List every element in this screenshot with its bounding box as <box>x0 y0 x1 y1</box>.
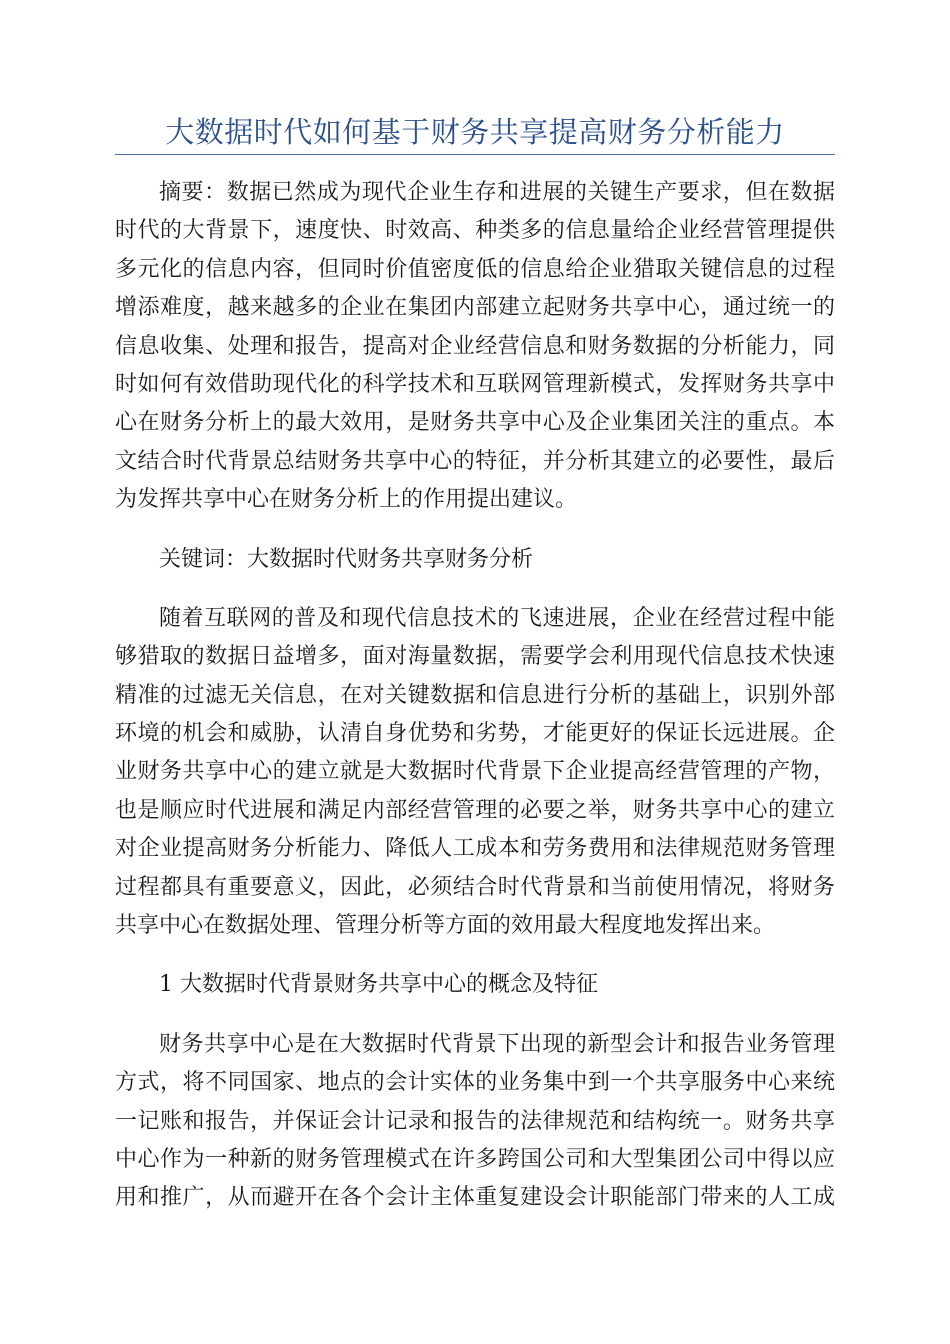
paragraph-gap <box>115 945 835 966</box>
paragraph-line: 用和推广，从而避开在各个会计主体重复建设会计职能部门带来的人工成 <box>115 1185 835 1211</box>
document-body <box>115 174 835 1218</box>
paragraph-line: 业财务共享中心的建立就是大数据时代背景下企业提高经营管理的产物， <box>115 759 835 785</box>
intro-paragraph <box>115 600 835 946</box>
section-paragraph <box>115 1026 835 1218</box>
paragraph-line: 为发挥共享中心在财务分析上的作用提出建议。 <box>115 487 578 513</box>
section-heading <box>115 966 835 1004</box>
abstract-paragraph <box>115 174 835 520</box>
paragraph-line: 时如何有效借助现代化的科学技术和互联网管理新模式，发挥财务共享中 <box>115 371 835 397</box>
paragraph-line: 精准的过滤无关信息，在对关键数据和信息进行分析的基础上，识别外部 <box>115 682 835 708</box>
paragraph-gap <box>115 1005 835 1026</box>
paragraph-line: 也是顺应时代进展和满足内部经营管理的必要之举，财务共享中心的建立 <box>115 797 835 823</box>
paragraph-line: 1 大数据时代背景财务共享中心的概念及特征 <box>159 972 598 998</box>
paragraph-line: 文结合时代背景总结财务共享中心的特征，并分析其建立的必要性，最后 <box>115 448 835 474</box>
paragraph-line: 摘要：数据已然成为现代企业生存和进展的关键生产要求，但在数据 <box>159 180 835 205</box>
paragraph-line: 时代的大背景下，速度快、时效高、种类多的信息量给企业经营管理提供 <box>115 218 835 244</box>
paragraph-gap <box>115 520 835 541</box>
keywords-paragraph <box>115 541 835 579</box>
paragraph-gap <box>115 579 835 600</box>
document-title: 大数据时代如何基于财务共享提高财务分析能力 <box>165 115 785 149</box>
paragraph-line: 多元化的信息内容，但同时价值密度低的信息给企业猎取关键信息的过程 <box>115 256 835 282</box>
paragraph-line: 关键词：大数据时代财务共享财务分析 <box>159 546 534 572</box>
paragraph-line: 信息收集、处理和报告，提高对企业经营信息和财务数据的分析能力，同 <box>115 333 835 359</box>
paragraph-line: 增添难度，越来越多的企业在集团内部建立起财务共享中心，通过统一的 <box>115 295 835 321</box>
paragraph-line: 够猎取的数据日益增多，面对海量数据，需要学会利用现代信息技术快速 <box>115 644 835 670</box>
paragraph-line: 对企业提高财务分析能力、降低人工成本和劳务费用和法律规范财务管理 <box>115 836 835 862</box>
paragraph-line: 随着互联网的普及和现代信息技术的飞速进展，企业在经营过程中能 <box>159 605 835 631</box>
paragraph-line: 共享中心在数据处理、管理分析等方面的效用最大程度地发挥出来。 <box>115 913 776 939</box>
paragraph-line: 一记账和报告，并保证会计记录和报告的法律规范和结构统一。财务共享 <box>115 1108 835 1134</box>
paragraph-line: 环境的机会和威胁，认清自身优势和劣势，才能更好的保证长远进展。企 <box>115 721 835 747</box>
paragraph-line: 财务共享中心是在大数据时代背景下出现的新型会计和报告业务管理 <box>159 1031 835 1057</box>
paragraph-line: 方式，将不同国家、地点的会计实体的业务集中到一个共享服务中心来统 <box>115 1070 835 1096</box>
paragraph-line: 心在财务分析上的最大效用，是财务共享中心及企业集团关注的重点。本 <box>115 410 835 436</box>
paragraph-line: 过程都具有重要意义，因此，必须结合时代背景和当前使用情况，将财务 <box>115 874 835 900</box>
paragraph-line: 中心作为一种新的财务管理模式在许多跨国公司和大型集团公司中得以应 <box>115 1146 835 1172</box>
title-underline <box>115 154 835 155</box>
